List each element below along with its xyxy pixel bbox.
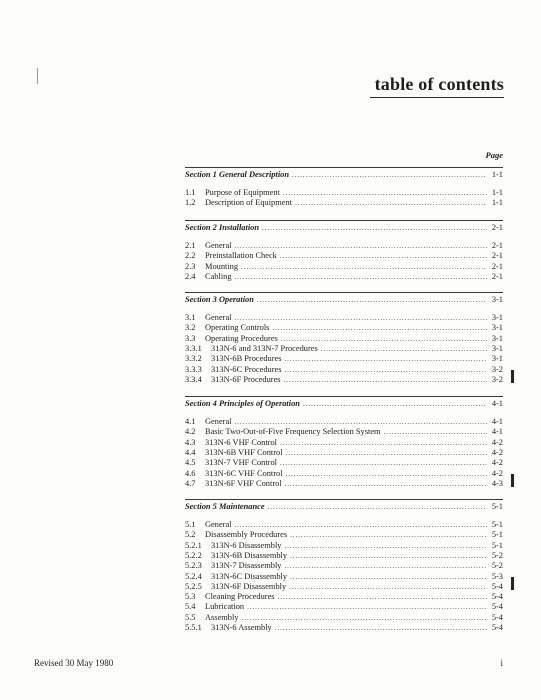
entry-number: 3.3.3 xyxy=(185,364,202,374)
dot-leader xyxy=(303,399,487,409)
entry-title: 313N-7 Disassembly xyxy=(211,561,282,571)
entry-title: 313N-6 VHF Control xyxy=(205,437,277,447)
entry-number: 4.3 xyxy=(185,437,196,447)
entry-title: Description of Equipment xyxy=(205,198,292,208)
entry-title: 313N-6 Disassembly xyxy=(211,540,282,550)
dot-leader xyxy=(241,262,487,272)
toc-section-heading xyxy=(185,399,503,409)
entry-title: Operating Procedures xyxy=(205,333,278,343)
toc-entry xyxy=(185,188,503,198)
section-rule xyxy=(185,499,503,500)
dot-leader xyxy=(292,170,487,180)
toc-entry xyxy=(185,623,503,633)
dot-leader xyxy=(286,469,487,479)
toc-entry xyxy=(185,262,503,272)
dot-leader xyxy=(290,572,487,582)
toc-entry xyxy=(185,365,503,375)
entry-number: 4.7 xyxy=(185,478,196,488)
toc-section-heading xyxy=(185,223,503,233)
dot-leader xyxy=(242,613,487,623)
toc-entry xyxy=(185,602,503,612)
entry-title: 313N-6C VHF Control xyxy=(205,468,283,478)
entry-number: 2.3 xyxy=(185,261,196,271)
section-page: 4-1 xyxy=(491,399,503,408)
entry-number: 3.1 xyxy=(185,313,196,322)
toc-entry xyxy=(185,241,503,251)
toc-entry xyxy=(185,251,503,261)
toc-entry xyxy=(185,198,503,208)
page-column-label: Page xyxy=(485,150,503,160)
entry-page: 5-1 xyxy=(491,530,503,540)
entry-title: General xyxy=(205,417,232,426)
entry-page: 5-1 xyxy=(491,520,503,529)
toc-entry xyxy=(185,479,503,489)
entry-number: 4.2 xyxy=(185,427,196,437)
dot-leader xyxy=(285,479,487,489)
entry-page: 4-2 xyxy=(491,437,503,447)
toc-entry xyxy=(185,344,503,354)
dot-leader xyxy=(235,272,487,282)
entry-number: 3.3.1 xyxy=(185,343,202,353)
entry-title: General xyxy=(205,241,232,250)
entry-number: 3.3 xyxy=(185,333,196,343)
entry-number: 5.1 xyxy=(185,520,196,529)
revision-date: Revised 30 May 1980 xyxy=(34,658,114,668)
section-rule xyxy=(185,292,503,293)
section-rule xyxy=(185,220,503,221)
dot-leader xyxy=(284,561,486,571)
entry-number: 1.1 xyxy=(185,188,196,197)
title-underline xyxy=(370,97,504,98)
entry-page: 4-2 xyxy=(491,468,503,478)
entry-number: 5.2.4 xyxy=(185,571,202,581)
toc-entry xyxy=(185,323,503,333)
entry-title: Cleaning Procedures xyxy=(205,592,275,602)
entry-title: Disassembly Procedures xyxy=(205,530,288,540)
dot-leader xyxy=(321,344,487,354)
toc-section-heading xyxy=(185,170,503,180)
toc-section-heading xyxy=(185,295,503,305)
entry-page: 5-1 xyxy=(491,540,503,550)
dot-leader xyxy=(284,354,486,364)
dot-leader xyxy=(235,241,487,251)
entry-page: 5-4 xyxy=(491,592,503,602)
entry-page: 3-1 xyxy=(491,313,503,322)
entry-number: 3.3.4 xyxy=(185,374,202,384)
section-title: Section 5 Maintenance xyxy=(185,502,265,511)
dot-leader xyxy=(275,623,487,633)
entry-title: Assembly xyxy=(205,612,239,622)
entry-number: 4.5 xyxy=(185,458,196,468)
section-title: Section 3 Operation xyxy=(185,295,254,304)
entry-page: 1-1 xyxy=(491,188,503,197)
entry-page: 1-1 xyxy=(491,198,503,208)
section-page: 3-1 xyxy=(491,295,503,304)
entry-title: Purpose of Equipment xyxy=(205,188,280,197)
section-page: 1-1 xyxy=(491,170,503,179)
dot-leader xyxy=(283,188,487,198)
entry-title: Mounting xyxy=(205,261,239,271)
section-page: 2-1 xyxy=(491,223,503,232)
entry-number: 1.2 xyxy=(185,198,196,208)
page-number: i xyxy=(500,658,503,668)
dot-leader xyxy=(280,458,487,468)
dot-leader xyxy=(289,582,487,592)
entry-number: 2.4 xyxy=(185,271,196,281)
toc-entry xyxy=(185,427,503,437)
dot-leader xyxy=(235,520,487,530)
toc-entry xyxy=(185,469,503,479)
entry-title: 313N-6F VHF Control xyxy=(205,478,282,488)
entry-page: 2-1 xyxy=(491,251,503,261)
entry-title: Basic Two-Out-of-Five Frequency Selection System xyxy=(205,427,381,437)
entry-number: 2.2 xyxy=(185,251,196,261)
dot-leader xyxy=(284,541,486,551)
toc-entry xyxy=(185,334,503,344)
entry-page: 5-4 xyxy=(491,612,503,622)
entry-title: Cabling xyxy=(205,271,232,281)
dot-leader xyxy=(257,295,487,305)
revision-change-bar xyxy=(511,577,514,590)
toc-entry xyxy=(185,520,503,530)
dot-leader xyxy=(247,602,487,612)
toc-entry xyxy=(185,448,503,458)
entry-title: 313N-6 Assembly xyxy=(211,623,272,632)
entry-number: 5.4 xyxy=(185,602,196,612)
entry-number: 4.4 xyxy=(185,447,196,457)
revision-change-bar xyxy=(511,370,514,383)
entry-title: Lubrication xyxy=(205,602,245,612)
entry-title: 313N-6F Procedures xyxy=(211,374,281,384)
entry-number: 5.2 xyxy=(185,530,196,540)
entry-page: 5-4 xyxy=(491,602,503,612)
entry-number: 3.3.2 xyxy=(185,354,202,364)
toc-entry xyxy=(185,458,503,468)
section-rule xyxy=(185,396,503,397)
revision-change-bar xyxy=(511,474,514,487)
dot-leader xyxy=(235,417,487,427)
entry-number: 3.2 xyxy=(185,323,196,333)
dot-leader xyxy=(262,223,487,233)
toc-entry xyxy=(185,613,503,623)
section-title: Section 1 General Description xyxy=(185,170,289,179)
page-title: table of contents xyxy=(374,74,504,94)
entry-page: 4-1 xyxy=(491,417,503,426)
dot-leader xyxy=(281,334,487,344)
entry-number: 5.2.5 xyxy=(185,581,202,591)
entry-page: 5-3 xyxy=(491,571,503,581)
dot-leader xyxy=(278,592,487,602)
toc-entry xyxy=(185,272,503,282)
entry-title: 313N-6B Disassembly xyxy=(211,550,288,560)
entry-page: 3-1 xyxy=(491,354,503,364)
entry-page: 3-1 xyxy=(491,333,503,343)
dot-leader xyxy=(284,375,487,385)
entry-page: 3-2 xyxy=(491,374,503,384)
dot-leader xyxy=(280,438,487,448)
toc-entry xyxy=(185,417,503,427)
toc-section-heading xyxy=(185,502,503,512)
entry-page: 2-1 xyxy=(491,261,503,271)
dot-leader xyxy=(384,427,487,437)
toc-entry xyxy=(185,582,503,592)
entry-page: 3-1 xyxy=(491,343,503,353)
scan-edge-mark xyxy=(37,68,38,84)
entry-page: 2-1 xyxy=(491,271,503,281)
entry-title: 313N-6F Disassembly xyxy=(211,581,287,591)
entry-page: 5-2 xyxy=(491,550,503,560)
dot-leader xyxy=(295,198,487,208)
entry-title: 313N-7 VHF Control xyxy=(205,458,277,468)
section-rule xyxy=(185,167,503,168)
toc-entry xyxy=(185,375,503,385)
entry-page: 5-4 xyxy=(491,581,503,591)
entry-title: 313N-6 and 313N-7 Procedures xyxy=(211,343,318,353)
dot-leader xyxy=(284,365,486,375)
entry-title: General xyxy=(205,520,232,529)
entry-number: 5.5.1 xyxy=(185,623,202,632)
entry-page: 4-2 xyxy=(491,458,503,468)
entry-page: 4-1 xyxy=(491,427,503,437)
entry-number: 5.2.2 xyxy=(185,550,202,560)
entry-number: 5.2.1 xyxy=(185,540,202,550)
dot-leader xyxy=(268,502,487,512)
entry-page: 2-1 xyxy=(491,241,503,250)
entry-title: 313N-6C Procedures xyxy=(211,364,282,374)
toc-entry xyxy=(185,530,503,540)
toc-entry xyxy=(185,572,503,582)
section-title: Section 4 Principles of Operation xyxy=(185,399,300,408)
dot-leader xyxy=(290,551,487,561)
entry-number: 2.1 xyxy=(185,241,196,250)
entry-number: 5.2.3 xyxy=(185,561,202,571)
entry-page: 4-3 xyxy=(491,478,503,488)
dot-leader xyxy=(286,448,487,458)
entry-page: 4-2 xyxy=(491,447,503,457)
dot-leader xyxy=(290,530,487,540)
toc-entry xyxy=(185,313,503,323)
entry-number: 5.5 xyxy=(185,612,196,622)
entry-number: 4.6 xyxy=(185,468,196,478)
entry-title: 313N-6C Disassembly xyxy=(211,571,288,581)
entry-title: 313N-6B VHF Control xyxy=(205,447,283,457)
toc-entry xyxy=(185,561,503,571)
toc-entry xyxy=(185,438,503,448)
toc-entry xyxy=(185,592,503,602)
dot-leader xyxy=(280,251,487,261)
toc-entry xyxy=(185,551,503,561)
entry-number: 5.3 xyxy=(185,592,196,602)
dot-leader xyxy=(235,313,487,323)
entry-title: Operating Controls xyxy=(205,323,270,333)
entry-page: 3-2 xyxy=(491,364,503,374)
entry-title: 313N-6B Procedures xyxy=(211,354,282,364)
entry-page: 3-1 xyxy=(491,323,503,333)
toc-entry xyxy=(185,541,503,551)
entry-title: General xyxy=(205,313,232,322)
entry-number: 4.1 xyxy=(185,417,196,426)
entry-page: 5-4 xyxy=(491,623,503,632)
toc-entry xyxy=(185,354,503,364)
section-title: Section 2 Installation xyxy=(185,223,259,232)
section-page: 5-1 xyxy=(491,502,503,511)
dot-leader xyxy=(272,323,486,333)
entry-title: Preinstallation Check xyxy=(205,251,277,261)
entry-page: 5-2 xyxy=(491,561,503,571)
